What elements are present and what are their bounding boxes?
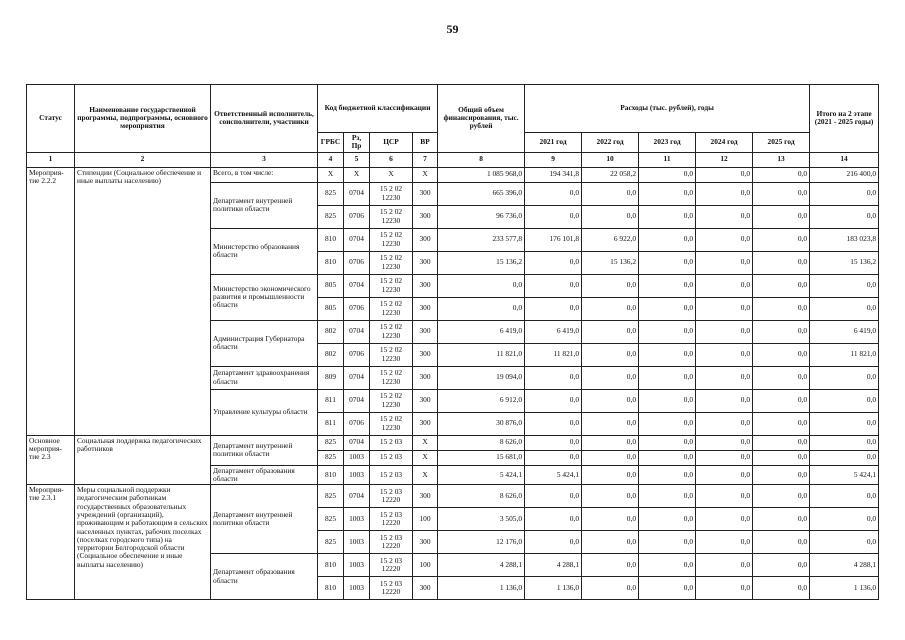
header-year: 2025 год	[753, 133, 810, 153]
grbs-cell: 825	[318, 508, 344, 531]
header-responsible: Ответственный исполнитель, соисполнители, участники	[211, 85, 318, 153]
itogo-cell: 0,0	[810, 485, 879, 508]
itogo-cell: 11 821,0	[810, 343, 879, 366]
year-2024-cell: 0,0	[696, 389, 753, 412]
grbs-cell: 805	[318, 274, 344, 297]
csr-cell: 15 2 03	[370, 450, 413, 465]
year-2022-cell: 0,0	[582, 531, 639, 554]
vr-cell: 300	[413, 274, 438, 297]
year-2022-cell: 0,0	[582, 389, 639, 412]
rzpr-cell: 0706	[344, 251, 370, 274]
year-2025-cell: 0,0	[753, 508, 810, 531]
vr-cell: X	[413, 435, 438, 450]
year-2024-cell: 0,0	[696, 450, 753, 465]
vr-cell: 300	[413, 389, 438, 412]
year-2021-cell: 0,0	[525, 531, 582, 554]
rzpr-cell: 0704	[344, 320, 370, 343]
vr-cell: 300	[413, 320, 438, 343]
rzpr-cell: 0706	[344, 205, 370, 228]
year-2024-cell: 0,0	[696, 366, 753, 389]
year-2023-cell: 0,0	[639, 366, 696, 389]
header-expenses: Расходы (тыс. рублей), годы	[525, 85, 810, 133]
year-2023-cell: 0,0	[639, 485, 696, 508]
year-2022-cell: 22 058,2	[582, 167, 639, 182]
total-volume-cell: 4 288,1	[438, 554, 525, 577]
responsible-cell: Министерство экономического развития и промышленности области	[211, 274, 318, 320]
total-volume-cell: 233 577,8	[438, 228, 525, 251]
csr-cell: 15 2 03 12220	[370, 485, 413, 508]
year-2021-cell: 0,0	[525, 297, 582, 320]
year-2021-cell: 0,0	[525, 205, 582, 228]
year-2024-cell: 0,0	[696, 205, 753, 228]
csr-cell: 15 2 02 12230	[370, 412, 413, 435]
column-number: 13	[753, 152, 810, 167]
itogo-cell: 0,0	[810, 412, 879, 435]
grbs-cell: 810	[318, 251, 344, 274]
responsible-cell: Министерство образования области	[211, 228, 318, 274]
year-2024-cell: 0,0	[696, 343, 753, 366]
total-volume-cell: 30 876,0	[438, 412, 525, 435]
rzpr-cell: 1003	[344, 577, 370, 600]
total-volume-cell: 3 505,0	[438, 508, 525, 531]
year-2025-cell: 0,0	[753, 205, 810, 228]
year-2023-cell: 0,0	[639, 435, 696, 450]
csr-cell: 15 2 02 12230	[370, 228, 413, 251]
total-volume-cell: 15 681,0	[438, 450, 525, 465]
grbs-cell: 825	[318, 450, 344, 465]
column-number: 4	[318, 152, 344, 167]
itogo-cell: 0,0	[810, 274, 879, 297]
year-2024-cell: 0,0	[696, 577, 753, 600]
csr-cell: 15 2 02 12230	[370, 251, 413, 274]
responsible-cell: Управление культуры области	[211, 389, 318, 435]
year-2025-cell: 0,0	[753, 554, 810, 577]
csr-cell: 15 2 02 12230	[370, 366, 413, 389]
year-2025-cell: 0,0	[753, 389, 810, 412]
year-2021-cell: 0,0	[525, 435, 582, 450]
vr-cell: 300	[413, 577, 438, 600]
csr-cell: 15 2 02 12230	[370, 343, 413, 366]
year-2024-cell: 0,0	[696, 167, 753, 182]
total-volume-cell: 8 626,0	[438, 485, 525, 508]
year-2022-cell: 0,0	[582, 485, 639, 508]
csr-cell: 15 2 03	[370, 465, 413, 485]
year-2022-cell: 0,0	[582, 343, 639, 366]
csr-cell: 15 2 02 12230	[370, 320, 413, 343]
header-year: 2021 год	[525, 133, 582, 153]
rzpr-cell: 0704	[344, 389, 370, 412]
year-2025-cell: 0,0	[753, 251, 810, 274]
rzpr-cell: 0704	[344, 435, 370, 450]
csr-cell: 15 2 03	[370, 435, 413, 450]
total-volume-cell: 6 419,0	[438, 320, 525, 343]
year-2025-cell: 0,0	[753, 320, 810, 343]
year-2023-cell: 0,0	[639, 450, 696, 465]
column-number: 8	[438, 152, 525, 167]
year-2023-cell: 0,0	[639, 228, 696, 251]
responsible-cell: Департамент образования области	[211, 465, 318, 485]
total-volume-cell: 665 396,0	[438, 182, 525, 205]
responsible-cell: Департамент образования области	[211, 554, 318, 600]
itogo-cell: 4 288,1	[810, 554, 879, 577]
year-2021-cell: 5 424,1	[525, 465, 582, 485]
grbs-cell: 825	[318, 531, 344, 554]
vr-cell: 300	[413, 205, 438, 228]
column-number: 12	[696, 152, 753, 167]
vr-cell: 300	[413, 228, 438, 251]
header-year: 2023 год	[639, 133, 696, 153]
year-2025-cell: 0,0	[753, 577, 810, 600]
year-2025-cell: 0,0	[753, 182, 810, 205]
grbs-cell: 810	[318, 465, 344, 485]
itogo-cell: 0,0	[810, 182, 879, 205]
rzpr-cell: 0706	[344, 412, 370, 435]
year-2021-cell: 0,0	[525, 485, 582, 508]
year-2024-cell: 0,0	[696, 251, 753, 274]
year-2023-cell: 0,0	[639, 508, 696, 531]
year-2025-cell: 0,0	[753, 435, 810, 450]
column-number: 9	[525, 152, 582, 167]
total-volume-cell: 1 136,0	[438, 577, 525, 600]
year-2021-cell: 176 101,8	[525, 228, 582, 251]
total-volume-cell: 0,0	[438, 274, 525, 297]
year-2025-cell: 0,0	[753, 343, 810, 366]
year-2025-cell: 0,0	[753, 465, 810, 485]
year-2021-cell: 194 341,8	[525, 167, 582, 182]
column-number: 14	[810, 152, 879, 167]
header-status: Статус	[27, 85, 75, 153]
budget-table	[26, 84, 879, 600]
page-number: 59	[446, 22, 459, 36]
itogo-cell: 0,0	[810, 389, 879, 412]
year-2022-cell: 0,0	[582, 508, 639, 531]
year-2025-cell: 0,0	[753, 274, 810, 297]
grbs-cell: 802	[318, 320, 344, 343]
grbs-cell: 811	[318, 412, 344, 435]
total-volume-cell: 5 424,1	[438, 465, 525, 485]
rzpr-cell: 0704	[344, 228, 370, 251]
csr-cell: 15 2 02 12230	[370, 389, 413, 412]
year-2022-cell: 15 136,2	[582, 251, 639, 274]
total-volume-cell: 15 136,2	[438, 251, 525, 274]
header-budget-code: Код бюджетной классификации	[318, 85, 438, 133]
total-volume-cell: 11 821,0	[438, 343, 525, 366]
header-vr: ВР	[413, 133, 438, 153]
responsible-cell: Департамент внутренней политики области	[211, 182, 318, 228]
itogo-cell: 0,0	[810, 366, 879, 389]
total-volume-cell: 12 176,0	[438, 531, 525, 554]
year-2021-cell: 0,0	[525, 450, 582, 465]
vr-cell: 300	[413, 182, 438, 205]
itogo-cell: 1 136,0	[810, 577, 879, 600]
column-number: 3	[211, 152, 318, 167]
year-2024-cell: 0,0	[696, 320, 753, 343]
year-2021-cell: 1 136,0	[525, 577, 582, 600]
year-2022-cell: 0,0	[582, 412, 639, 435]
csr-cell: 15 2 02 12230	[370, 297, 413, 320]
responsible-cell: Департамент здравоохранения области	[211, 366, 318, 389]
status-cell: Мероприя-тие 2.2.2	[27, 167, 75, 435]
responsible-cell: Департамент внутренней политики области	[211, 485, 318, 554]
year-2025-cell: 0,0	[753, 167, 810, 182]
column-number: 1	[27, 152, 75, 167]
total-volume-cell: 8 626,0	[438, 435, 525, 450]
total-volume-cell: 0,0	[438, 297, 525, 320]
itogo-cell: 216 400,0	[810, 167, 879, 182]
itogo-cell: 0,0	[810, 205, 879, 228]
year-2024-cell: 0,0	[696, 554, 753, 577]
rzpr-cell: 0706	[344, 297, 370, 320]
year-2023-cell: 0,0	[639, 251, 696, 274]
rzpr-cell: 1003	[344, 465, 370, 485]
itogo-cell: 15 136,2	[810, 251, 879, 274]
year-2024-cell: 0,0	[696, 228, 753, 251]
csr-cell: 15 2 03 12220	[370, 508, 413, 531]
grbs-cell: 802	[318, 343, 344, 366]
itogo-cell: 0,0	[810, 508, 879, 531]
year-2024-cell: 0,0	[696, 485, 753, 508]
vr-cell: X	[413, 450, 438, 465]
year-2023-cell: 0,0	[639, 389, 696, 412]
year-2023-cell: 0,0	[639, 205, 696, 228]
status-cell: Основное мероприя-тие 2.3	[27, 435, 75, 485]
vr-cell: 100	[413, 508, 438, 531]
year-2023-cell: 0,0	[639, 167, 696, 182]
year-2022-cell: 0,0	[582, 366, 639, 389]
csr-cell: 15 2 02 12230	[370, 274, 413, 297]
year-2022-cell: 0,0	[582, 450, 639, 465]
grbs-cell: 825	[318, 205, 344, 228]
year-2021-cell: 0,0	[525, 182, 582, 205]
header-grbs: ГРБС	[318, 133, 344, 153]
year-2021-cell: 0,0	[525, 389, 582, 412]
year-2024-cell: 0,0	[696, 465, 753, 485]
grbs-cell: 805	[318, 297, 344, 320]
year-2022-cell: 0,0	[582, 297, 639, 320]
column-number: 2	[75, 152, 211, 167]
year-2021-cell: 11 821,0	[525, 343, 582, 366]
csr-cell: 15 2 03 12220	[370, 554, 413, 577]
vr-cell: 300	[413, 412, 438, 435]
vr-cell: 100	[413, 554, 438, 577]
year-2025-cell: 0,0	[753, 412, 810, 435]
vr-cell: 300	[413, 343, 438, 366]
total-volume-cell: 96 736,0	[438, 205, 525, 228]
csr-cell: 15 2 03 12220	[370, 577, 413, 600]
year-2022-cell: 6 922,0	[582, 228, 639, 251]
responsible-cell: Всего, в том числе:	[211, 167, 318, 182]
year-2023-cell: 0,0	[639, 412, 696, 435]
year-2022-cell: 0,0	[582, 554, 639, 577]
year-2022-cell: 0,0	[582, 274, 639, 297]
itogo-cell: 0,0	[810, 531, 879, 554]
year-2024-cell: 0,0	[696, 182, 753, 205]
year-2023-cell: 0,0	[639, 182, 696, 205]
grbs-cell: 810	[318, 554, 344, 577]
year-2025-cell: 0,0	[753, 297, 810, 320]
year-2024-cell: 0,0	[696, 297, 753, 320]
year-2023-cell: 0,0	[639, 297, 696, 320]
vr-cell: 300	[413, 485, 438, 508]
year-2025-cell: 0,0	[753, 366, 810, 389]
header-year: 2022 год	[582, 133, 639, 153]
vr-cell: 300	[413, 297, 438, 320]
year-2025-cell: 0,0	[753, 485, 810, 508]
year-2024-cell: 0,0	[696, 531, 753, 554]
year-2022-cell: 0,0	[582, 205, 639, 228]
column-number: 6	[370, 152, 413, 167]
vr-cell: X	[413, 465, 438, 485]
csr-cell: 15 2 02 12230	[370, 182, 413, 205]
grbs-cell: 810	[318, 577, 344, 600]
name-cell: Социальная поддержка педагогических работников	[75, 435, 211, 485]
rzpr-cell: 1003	[344, 508, 370, 531]
column-number: 7	[413, 152, 438, 167]
column-number: 11	[639, 152, 696, 167]
vr-cell: 300	[413, 531, 438, 554]
year-2022-cell: 0,0	[582, 435, 639, 450]
column-number: 10	[582, 152, 639, 167]
itogo-cell: 6 419,0	[810, 320, 879, 343]
year-2023-cell: 0,0	[639, 274, 696, 297]
rzpr-cell: 0704	[344, 366, 370, 389]
vr-cell: X	[413, 167, 438, 182]
header-name: Наименование государственной программы, подпрограммы, основного мероприятия	[75, 85, 211, 153]
year-2024-cell: 0,0	[696, 508, 753, 531]
header-itogo: Итого на 2 этапе (2021 - 2025 годы)	[810, 85, 879, 153]
grbs-cell: 825	[318, 182, 344, 205]
year-2022-cell: 0,0	[582, 577, 639, 600]
status-cell: Мероприя-тие 2.3.1	[27, 485, 75, 600]
year-2024-cell: 0,0	[696, 412, 753, 435]
total-volume-cell: 19 094,0	[438, 366, 525, 389]
itogo-cell: 0,0	[810, 435, 879, 450]
year-2023-cell: 0,0	[639, 531, 696, 554]
itogo-cell: 183 023,8	[810, 228, 879, 251]
year-2025-cell: 0,0	[753, 531, 810, 554]
itogo-cell: 0,0	[810, 297, 879, 320]
year-2023-cell: 0,0	[639, 343, 696, 366]
grbs-cell: 809	[318, 366, 344, 389]
vr-cell: 300	[413, 251, 438, 274]
year-2024-cell: 0,0	[696, 274, 753, 297]
responsible-cell: Администрация Губернатора области	[211, 320, 318, 366]
header-rzpr: Рз, Пр	[344, 133, 370, 153]
year-2022-cell: 0,0	[582, 182, 639, 205]
itogo-cell: 0,0	[810, 450, 879, 465]
year-2021-cell: 0,0	[525, 508, 582, 531]
year-2021-cell: 0,0	[525, 251, 582, 274]
total-volume-cell: 1 085 968,0	[438, 167, 525, 182]
name-cell: Меры социальной поддержки педагогическим работникам государственных образовательных учреждений (организаций), проживающим и работающим в сельских населенных пунктах, рабочих поселках (поселках городского типа) на территории Белгородской области (Социальное обеспечение и иные выплаты населению)	[75, 485, 211, 600]
year-2021-cell: 0,0	[525, 274, 582, 297]
grbs-cell: 810	[318, 228, 344, 251]
grbs-cell: X	[318, 167, 344, 182]
grbs-cell: 825	[318, 435, 344, 450]
rzpr-cell: 0704	[344, 485, 370, 508]
year-2023-cell: 0,0	[639, 577, 696, 600]
csr-cell: 15 2 02 12230	[370, 205, 413, 228]
csr-cell: X	[370, 167, 413, 182]
total-volume-cell: 6 912,0	[438, 389, 525, 412]
year-2022-cell: 0,0	[582, 465, 639, 485]
rzpr-cell: 0704	[344, 274, 370, 297]
rzpr-cell: X	[344, 167, 370, 182]
year-2025-cell: 0,0	[753, 228, 810, 251]
header-year: 2024 год	[696, 133, 753, 153]
column-number: 5	[344, 152, 370, 167]
name-cell: Стипендии (Социальное обеспечение и иные выплаты населению)	[75, 167, 211, 435]
year-2023-cell: 0,0	[639, 320, 696, 343]
year-2021-cell: 6 419,0	[525, 320, 582, 343]
rzpr-cell: 0704	[344, 182, 370, 205]
rzpr-cell: 1003	[344, 531, 370, 554]
rzpr-cell: 0706	[344, 343, 370, 366]
year-2021-cell: 0,0	[525, 412, 582, 435]
year-2023-cell: 0,0	[639, 465, 696, 485]
header-total-volume: Общий объем финансирования, тыс. рублей	[438, 85, 525, 153]
header-csr: ЦСР	[370, 133, 413, 153]
year-2023-cell: 0,0	[639, 554, 696, 577]
vr-cell: 300	[413, 366, 438, 389]
year-2025-cell: 0,0	[753, 450, 810, 465]
year-2022-cell: 0,0	[582, 320, 639, 343]
grbs-cell: 825	[318, 485, 344, 508]
year-2021-cell: 0,0	[525, 366, 582, 389]
year-2024-cell: 0,0	[696, 435, 753, 450]
rzpr-cell: 1003	[344, 450, 370, 465]
grbs-cell: 811	[318, 389, 344, 412]
responsible-cell: Департамент внутренней политики области	[211, 435, 318, 465]
itogo-cell: 5 424,1	[810, 465, 879, 485]
csr-cell: 15 2 03 12220	[370, 531, 413, 554]
year-2021-cell: 4 288,1	[525, 554, 582, 577]
rzpr-cell: 1003	[344, 554, 370, 577]
